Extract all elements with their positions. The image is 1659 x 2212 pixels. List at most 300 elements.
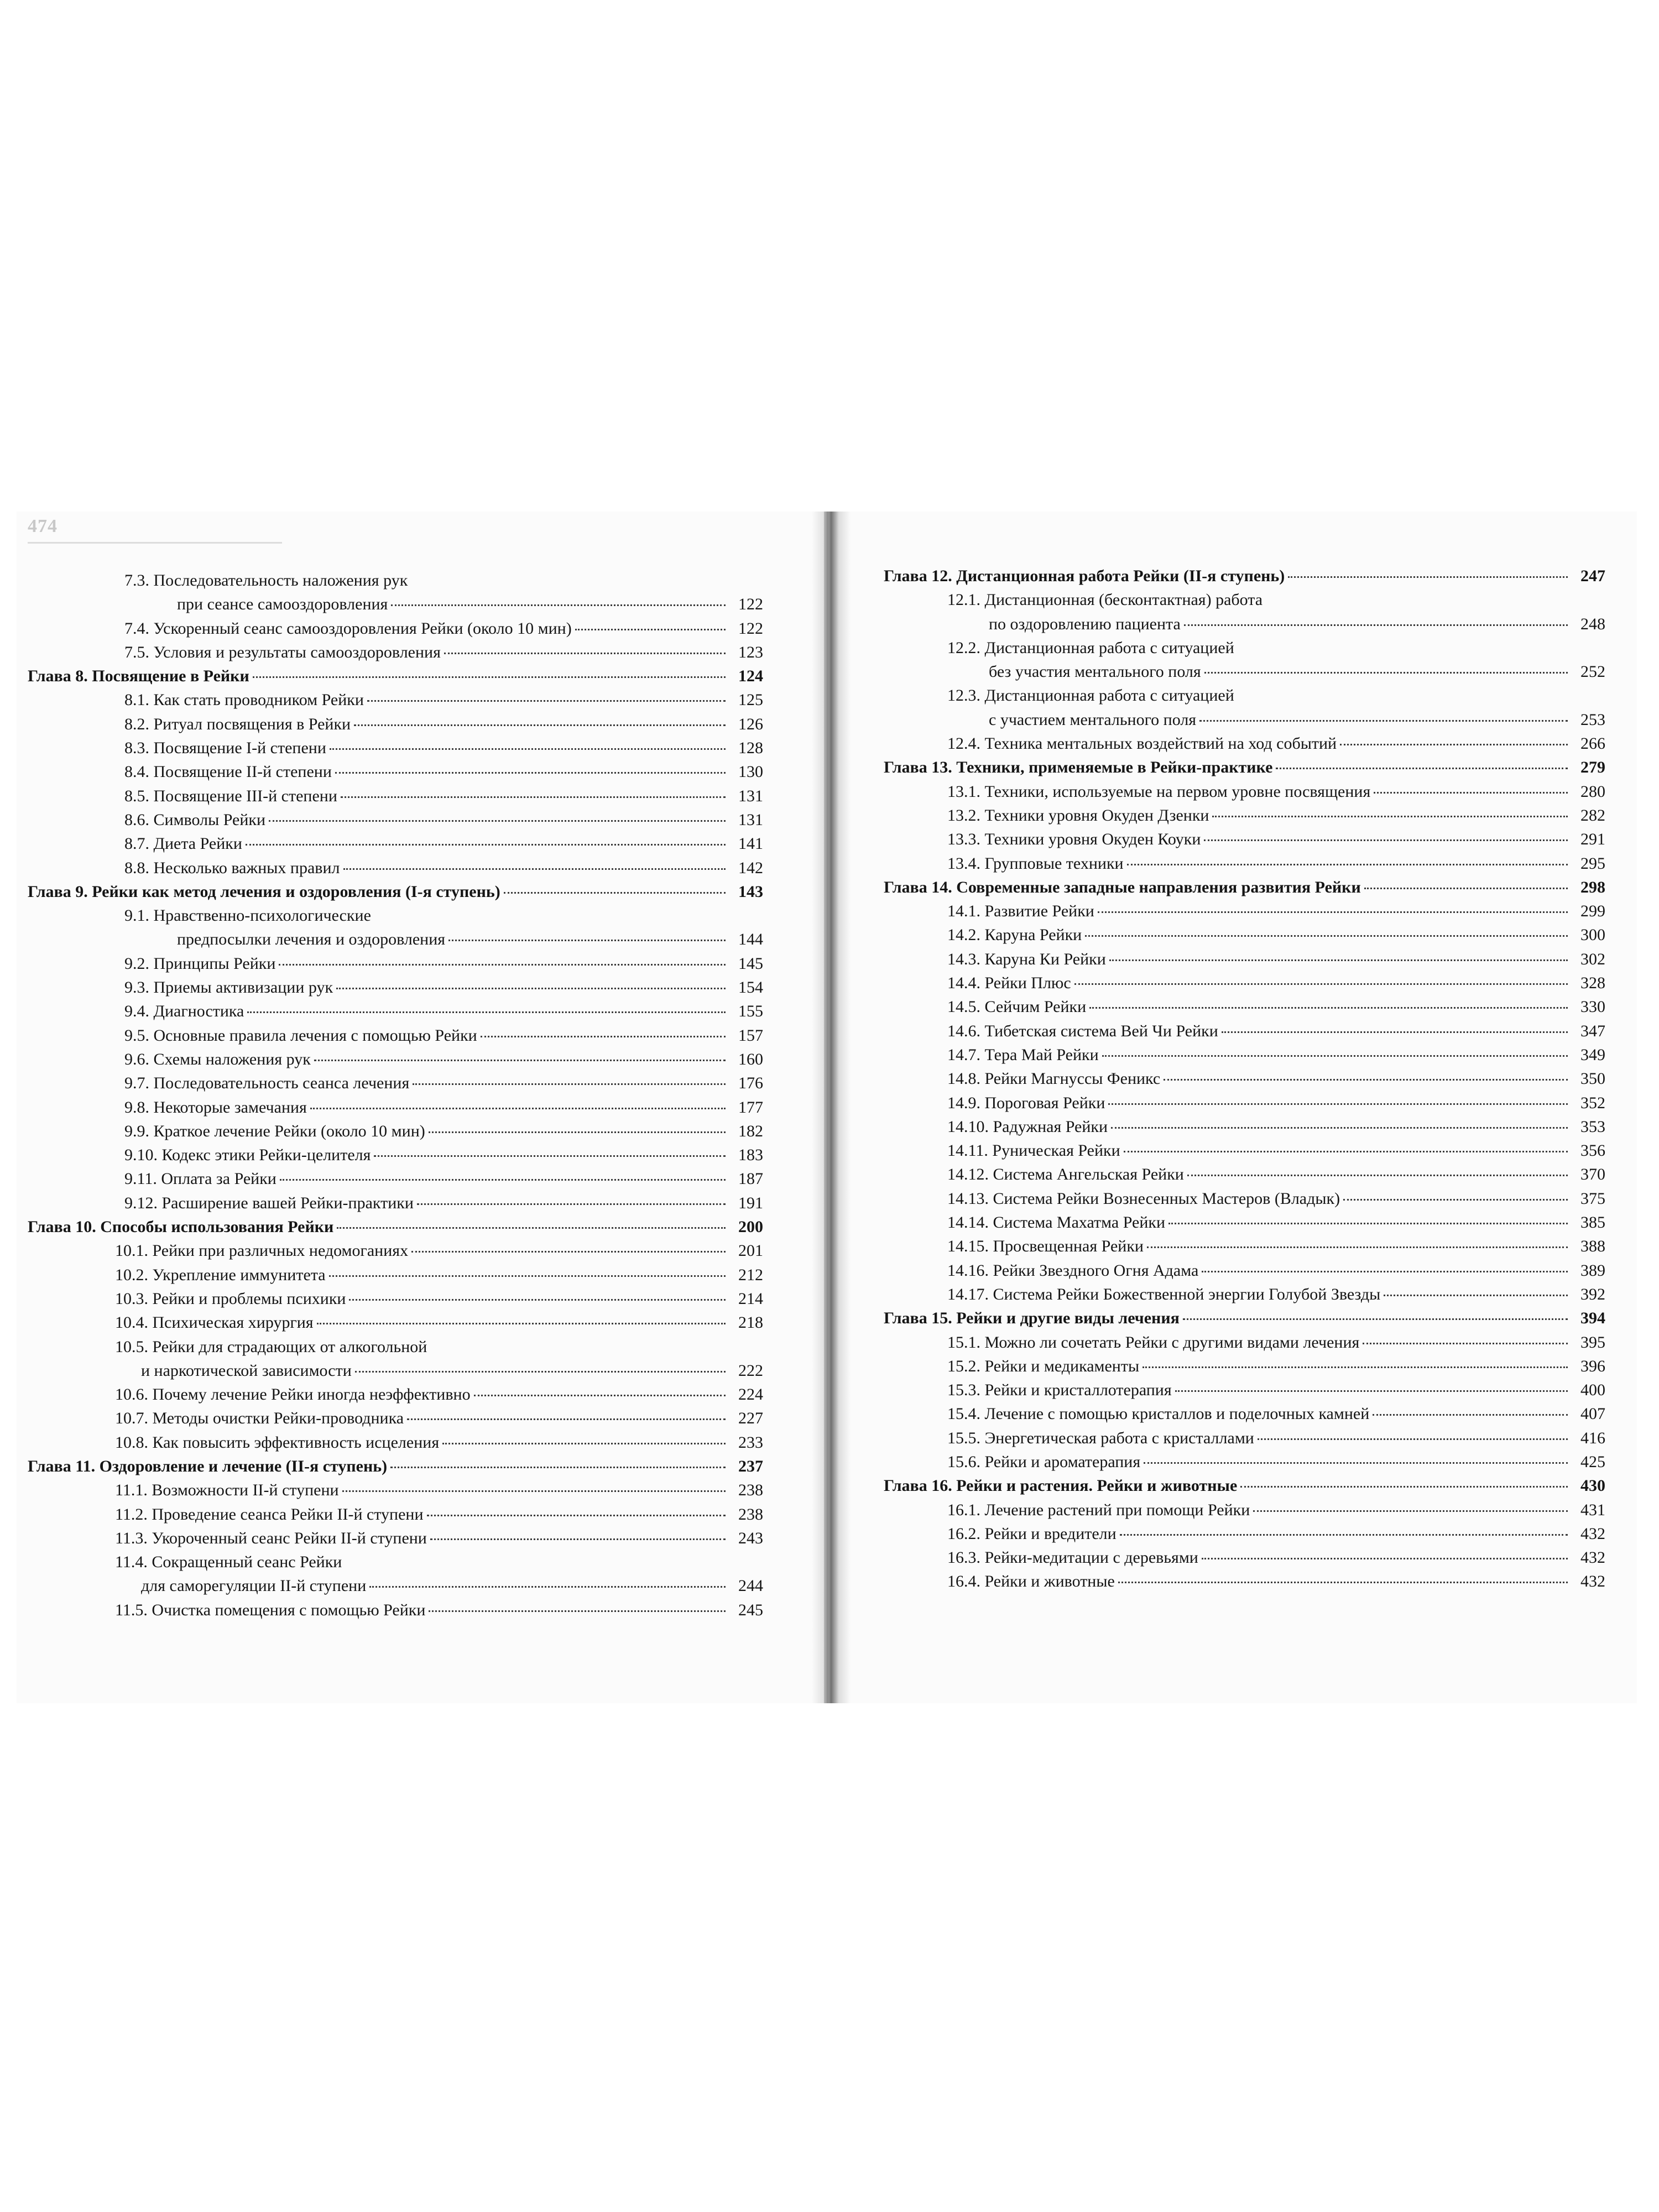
toc-page-number: 252	[1580, 662, 1605, 681]
toc-entry-label: 9.10. Кодекс этики Рейки-целителя	[124, 1146, 371, 1165]
toc-entry-row	[884, 1091, 1605, 1115]
dot-leader	[1183, 1318, 1568, 1320]
dot-leader	[1124, 1151, 1568, 1152]
toc-page-number: 280	[1580, 782, 1605, 801]
toc-entry-label: 9.8. Некоторые замечания	[124, 1098, 307, 1117]
toc-entry-label: Глава 8. Посвящение в Рейки	[28, 667, 249, 686]
toc-entry-row	[884, 852, 1605, 875]
dot-leader	[349, 1299, 726, 1301]
dot-leader	[369, 1586, 726, 1588]
toc-entry-row	[884, 804, 1605, 827]
toc-page-number: 266	[1580, 734, 1605, 753]
dot-leader	[247, 1011, 726, 1013]
toc-entry-row	[884, 1426, 1605, 1450]
dot-leader	[374, 1155, 726, 1157]
toc-chapter-row	[884, 1474, 1605, 1498]
toc-entry-row	[884, 612, 1605, 636]
dot-leader	[1164, 1079, 1568, 1081]
toc-entry-label: 9.3. Приемы активизации рук	[124, 978, 333, 997]
toc-entry-row	[28, 1598, 763, 1622]
toc-entry-row	[28, 1167, 763, 1191]
toc-entry-label: 14.9. Пороговая Рейки	[947, 1093, 1105, 1112]
toc-page-number: 388	[1580, 1237, 1605, 1256]
toc-page-number: 244	[738, 1577, 763, 1595]
toc-entry-label: 10.1. Рейки при различных недомоганиях	[115, 1241, 409, 1260]
toc-page-number: 350	[1580, 1070, 1605, 1088]
toc-page-number: 145	[738, 954, 763, 973]
dot-leader	[474, 1395, 726, 1396]
toc-entry-row	[28, 640, 763, 664]
toc-entry-label: 9.12. Расширение вашей Рейки-практики	[124, 1193, 414, 1212]
toc-entry-row	[884, 1187, 1605, 1211]
dot-leader	[1240, 1486, 1568, 1488]
dot-leader	[342, 1490, 726, 1492]
toc-page-number: 157	[738, 1026, 763, 1045]
toc-entry-row	[884, 995, 1605, 1019]
toc-entry-label: 9.7. Последовательность сеанса лечения	[124, 1074, 410, 1093]
toc-entry-row	[28, 856, 763, 880]
toc-entry-label: 15.4. Лечение с помощью кристаллов и поделочных камней	[947, 1405, 1370, 1423]
toc-entry-row	[884, 1498, 1605, 1522]
toc-page-number: 394	[1580, 1309, 1605, 1328]
dot-leader	[1175, 1390, 1568, 1392]
dot-leader	[1109, 959, 1568, 961]
toc-page-number: 432	[1580, 1548, 1605, 1567]
toc-entry-label: при сеансе самооздоровления	[177, 595, 388, 614]
toc-page-number: 279	[1580, 758, 1605, 777]
dot-leader	[1384, 1295, 1568, 1296]
toc-page-number: 218	[738, 1313, 763, 1332]
toc-chapter-row	[884, 875, 1605, 899]
dot-leader	[1187, 1175, 1568, 1176]
toc-page-number: 416	[1580, 1428, 1605, 1447]
toc-page-number: 432	[1580, 1572, 1605, 1591]
toc-entry-row	[884, 1162, 1605, 1186]
toc-entry-row	[884, 780, 1605, 804]
toc-entry-row	[884, 684, 1605, 707]
toc-entry-label: 8.5. Посвящение III-й степени	[124, 786, 337, 805]
toc-entry-label: 14.16. Рейки Звездного Огня Адама	[947, 1261, 1199, 1280]
toc-entry-row	[884, 1067, 1605, 1091]
toc-entry-row	[884, 899, 1605, 923]
toc-entry-row	[884, 708, 1605, 732]
dot-leader	[1343, 1199, 1568, 1201]
dot-leader	[1089, 1007, 1568, 1009]
toc-entry-row	[28, 568, 763, 592]
dot-leader	[1120, 1534, 1568, 1536]
toc-entry-label: 16.1. Лечение растений при помощи Рейки	[947, 1500, 1250, 1519]
toc-page-number: 385	[1580, 1213, 1605, 1232]
dot-leader	[1111, 1127, 1568, 1129]
toc-entry-label: Глава 15. Рейки и другие виды лечения	[884, 1309, 1180, 1328]
toc-entry-row	[28, 688, 763, 712]
toc-entry-row	[28, 712, 763, 736]
right-page	[828, 512, 1637, 1703]
toc-entry-label: 15.6. Рейки и ароматерапия	[947, 1452, 1141, 1471]
toc-page-number: 233	[738, 1433, 763, 1452]
toc-entry-label: 8.7. Диета Рейки	[124, 834, 242, 853]
dot-leader	[343, 868, 726, 870]
toc-entry-label: 14.7. Тера Май Рейки	[947, 1045, 1099, 1064]
toc-entry-label: 14.3. Каруна Ки Рейки	[947, 950, 1106, 968]
toc-page-number: 238	[738, 1505, 763, 1524]
toc-entry-label: 11.4. Сокращенный сеанс Рейки	[115, 1553, 342, 1572]
toc-entry-row	[884, 660, 1605, 684]
dot-leader	[269, 820, 726, 822]
toc-entry-row	[28, 784, 763, 808]
toc-entry-label: 14.2. Каруна Рейки	[947, 926, 1082, 945]
dot-leader	[430, 1538, 726, 1540]
toc-page-number: 400	[1580, 1381, 1605, 1400]
toc-entry-row	[28, 1095, 763, 1119]
dot-leader	[1202, 1271, 1568, 1272]
toc-page-number: 176	[738, 1074, 763, 1093]
toc-page-number: 141	[738, 834, 763, 853]
toc-entry-label: 11.3. Укороченный сеанс Рейки II-й ступени	[115, 1528, 427, 1547]
toc-page-number: 183	[738, 1146, 763, 1165]
toc-entry-label: 13.1. Техники, используемые на первом уровне посвящения	[947, 782, 1371, 801]
toc-page-number: 122	[738, 619, 763, 638]
dot-leader	[448, 940, 726, 941]
toc-entry-label: 14.5. Сейчим Рейки	[947, 998, 1087, 1016]
header-rule	[28, 542, 282, 544]
toc-entry-label: 11.1. Возможности II-й ступени	[115, 1481, 339, 1500]
toc-entry-label: 10.4. Психическая хирургия	[115, 1313, 314, 1332]
toc-entry-row	[884, 1019, 1605, 1043]
toc-entry-row	[28, 1047, 763, 1071]
toc-entry-row	[28, 1406, 763, 1430]
toc-entry-row	[28, 1526, 763, 1550]
dot-leader	[1374, 792, 1568, 794]
book-gutter	[812, 512, 851, 1703]
dot-leader	[1127, 864, 1568, 865]
toc-entry-row	[28, 999, 763, 1023]
toc-entry-label: 8.4. Посвящение II-й степени	[124, 763, 332, 781]
toc-entry-label: 14.13. Система Рейки Вознесенных Мастеров (Владык)	[947, 1189, 1340, 1208]
toc-entry-row	[28, 1574, 763, 1598]
toc-entry-row	[884, 1043, 1605, 1067]
toc-entry-label: Глава 12. Дистанционная работа Рейки (II-я ступень)	[884, 567, 1285, 585]
toc-chapter-row	[884, 564, 1605, 588]
toc-entry-label: 15.2. Рейки и медикаменты	[947, 1357, 1140, 1375]
dot-leader	[481, 1036, 726, 1037]
toc-entry-label: 9.6. Схемы наложения рук	[124, 1050, 311, 1068]
toc-entry-row	[28, 1550, 763, 1574]
toc-page-number: 201	[738, 1241, 763, 1260]
toc-entry-label: 8.8. Несколько важных правил	[124, 858, 340, 877]
toc-page-number: 395	[1580, 1333, 1605, 1352]
toc-page-number: 131	[738, 810, 763, 829]
toc-page-number: 302	[1580, 950, 1605, 968]
toc-page-number: 128	[738, 739, 763, 758]
toc-page-number: 392	[1580, 1285, 1605, 1303]
page-number: 474	[28, 516, 58, 536]
dot-leader	[317, 1323, 726, 1324]
toc-entry-label: Глава 10. Способы использования Рейки	[28, 1218, 334, 1237]
toc-entry-row	[884, 1115, 1605, 1139]
toc-page-number: 425	[1580, 1452, 1605, 1471]
toc-entry-row	[884, 1331, 1605, 1354]
dot-leader	[1222, 1031, 1568, 1033]
toc-entry-row	[28, 1119, 763, 1143]
dot-leader	[1199, 720, 1568, 722]
toc-entry-label: 14.15. Просвещенная Рейки	[947, 1237, 1144, 1256]
toc-entry-label: 9.9. Краткое лечение Рейки (около 10 мин)	[124, 1121, 425, 1140]
toc-page-number: 154	[738, 978, 763, 997]
toc-page-number: 347	[1580, 1021, 1605, 1040]
dot-leader	[246, 844, 726, 846]
toc-entry-label: 14.4. Рейки Плюс	[947, 974, 1071, 993]
toc-entry-label: 16.3. Рейки-медитации с деревьями	[947, 1548, 1198, 1567]
dot-leader	[1168, 1223, 1568, 1224]
toc-entry-row	[884, 1546, 1605, 1569]
toc-entry-label: 10.2. Укрепление иммунитета	[115, 1265, 326, 1284]
dot-leader	[337, 1227, 726, 1229]
toc-entry-label: 8.1. Как стать проводником Рейки	[124, 691, 364, 709]
toc-entry-row	[28, 808, 763, 832]
toc-page-number: 142	[738, 858, 763, 877]
toc-entry-label: 16.2. Рейки и вредители	[947, 1524, 1117, 1543]
toc-entry-row	[884, 732, 1605, 755]
toc-entry-label: 14.17. Система Рейки Божественной энергии Голубой Звезды	[947, 1285, 1381, 1303]
dot-leader	[1118, 1582, 1568, 1583]
toc-entry-label: для саморегуляции II-й ступени	[141, 1577, 367, 1595]
dot-leader	[407, 1418, 726, 1420]
toc-entry-label: 14.12. Система Ангельская Рейки	[947, 1165, 1184, 1184]
toc-page-number: 243	[738, 1528, 763, 1547]
toc-page-number: 177	[738, 1098, 763, 1117]
dot-leader	[1253, 1510, 1568, 1512]
toc-entry-label: по оздоровлению пациента	[989, 614, 1181, 633]
toc-page-number: 282	[1580, 806, 1605, 825]
toc-list-right	[884, 564, 1605, 1594]
toc-page-number: 356	[1580, 1141, 1605, 1160]
dot-leader	[429, 1610, 726, 1612]
dot-leader	[1276, 768, 1568, 769]
dot-leader	[429, 1131, 726, 1133]
toc-entry-row	[28, 617, 763, 640]
dot-leader	[1108, 1103, 1568, 1105]
dot-leader	[279, 964, 726, 966]
toc-entry-row	[28, 760, 763, 784]
toc-entry-row	[28, 1071, 763, 1095]
toc-page-number: 430	[1580, 1477, 1605, 1495]
toc-page-number: 160	[738, 1050, 763, 1068]
toc-entry-row	[28, 1478, 763, 1502]
toc-entry-row	[28, 1287, 763, 1311]
toc-entry-row	[28, 1359, 763, 1383]
toc-entry-label: 13.4. Групповые техники	[947, 854, 1124, 873]
toc-entry-row	[884, 1282, 1605, 1306]
toc-page-number: 295	[1580, 854, 1605, 873]
toc-page-number: 432	[1580, 1524, 1605, 1543]
toc-entry-label: 12.4. Техника ментальных воздействий на ход событий	[947, 734, 1337, 753]
toc-page-number: 130	[738, 763, 763, 781]
toc-entry-row	[884, 636, 1605, 660]
toc-entry-label: 12.1. Дистанционная (бесконтактная) работа	[947, 591, 1263, 609]
toc-entry-row	[884, 1234, 1605, 1258]
toc-page-number: 291	[1580, 830, 1605, 849]
dot-leader	[253, 676, 726, 678]
dot-leader	[444, 653, 726, 654]
toc-entry-label: 9.5. Основные правила лечения с помощью Рейки	[124, 1026, 477, 1045]
toc-page-number: 328	[1580, 974, 1605, 993]
toc-page-number: 298	[1580, 878, 1605, 896]
toc-entry-label: 15.5. Энергетическая работа с кристаллами	[947, 1428, 1254, 1447]
toc-entry-label: 10.7. Методы очистки Рейки-проводника	[115, 1409, 404, 1428]
dot-leader	[1202, 1558, 1568, 1559]
toc-entry-row	[28, 736, 763, 760]
toc-entry-label: Глава 13. Техники, применяемые в Рейки-практике	[884, 758, 1273, 777]
toc-page-number: 370	[1580, 1165, 1605, 1184]
toc-page-number: 182	[738, 1121, 763, 1140]
toc-entry-label: 15.1. Можно ли сочетать Рейки с другими видами лечения	[947, 1333, 1360, 1352]
dot-leader	[1142, 1366, 1568, 1368]
toc-page-number: 126	[738, 714, 763, 733]
dot-leader	[1098, 911, 1568, 913]
dot-leader	[575, 629, 726, 630]
toc-entry-label: Глава 9. Рейки как метод лечения и оздоровления (I-я ступень)	[28, 882, 500, 901]
dot-leader	[1364, 888, 1568, 889]
toc-page-number: 389	[1580, 1261, 1605, 1280]
toc-entry-label: Глава 11. Оздоровление и лечение (II-я ступень)	[28, 1457, 388, 1475]
toc-chapter-row	[28, 1215, 763, 1239]
toc-entry-label: 14.11. Руническая Рейки	[947, 1141, 1120, 1160]
dot-leader	[355, 1371, 726, 1373]
toc-page-number: 352	[1580, 1093, 1605, 1112]
dot-leader	[1340, 744, 1568, 745]
toc-chapter-row	[28, 664, 763, 688]
toc-entry-row	[884, 947, 1605, 971]
toc-entry-label: 11.5. Очистка помещения с помощью Рейки	[115, 1600, 426, 1619]
toc-chapter-row	[884, 1306, 1605, 1330]
toc-entry-label: 10.6. Почему лечение Рейки иногда неэффективно	[115, 1385, 471, 1404]
toc-entry-row	[884, 1569, 1605, 1593]
toc-entry-label: 7.4. Ускоренный сеанс самооздоровления Рейки (около 10 мин)	[124, 619, 572, 638]
toc-entry-row	[884, 1402, 1605, 1426]
toc-entry-label: 8.3. Посвящение I-й степени	[124, 739, 326, 758]
toc-entry-row	[884, 971, 1605, 995]
toc-page-number: 191	[738, 1193, 763, 1212]
toc-page-number: 144	[738, 930, 763, 949]
toc-entry-row	[28, 975, 763, 999]
toc-entry-row	[884, 1211, 1605, 1234]
toc-list-left	[28, 568, 763, 1622]
toc-entry-row	[884, 1522, 1605, 1546]
dot-leader	[1204, 672, 1568, 674]
toc-page-number: 248	[1580, 614, 1605, 633]
toc-entry-label: 10.8. Как повысить эффективность исцеления	[115, 1433, 440, 1452]
toc-entry-label: 7.5. Условия и результаты самооздоровления	[124, 643, 441, 661]
toc-page-number: 155	[738, 1002, 763, 1021]
toc-entry-label: 14.14. Система Махатма Рейки	[947, 1213, 1166, 1232]
toc-entry-label: 9.11. Оплата за Рейки	[124, 1170, 276, 1188]
toc-entry-label: 15.3. Рейки и кристаллотерапия	[947, 1381, 1172, 1400]
toc-page-number: 123	[738, 643, 763, 661]
toc-page-number: 122	[738, 595, 763, 614]
toc-entry-row	[28, 1503, 763, 1526]
dot-leader	[1074, 983, 1568, 985]
toc-page-number: 253	[1580, 710, 1605, 729]
dot-leader	[341, 796, 726, 798]
toc-entry-label: 14.1. Развитие Рейки	[947, 902, 1094, 921]
dot-leader	[1085, 935, 1568, 937]
dot-leader	[1363, 1343, 1568, 1344]
dot-leader	[335, 772, 726, 774]
toc-page-number: 330	[1580, 998, 1605, 1016]
toc-entry-row	[884, 1450, 1605, 1474]
toc-page-number: 124	[738, 667, 763, 686]
toc-entry-row	[28, 1335, 763, 1359]
dot-leader	[427, 1515, 726, 1516]
toc-page-number: 299	[1580, 902, 1605, 921]
toc-entry-row	[884, 1139, 1605, 1162]
toc-page-number: 212	[738, 1265, 763, 1284]
toc-page-number: 125	[738, 691, 763, 709]
toc-entry-label: Глава 16. Рейки и растения. Рейки и животные	[884, 1477, 1238, 1495]
toc-entry-label: Глава 14. Современные западные направления развития Рейки	[884, 878, 1361, 896]
toc-entry-label: 14.10. Радужная Рейки	[947, 1117, 1108, 1136]
dot-leader	[1212, 816, 1568, 817]
toc-entry-row	[884, 1378, 1605, 1402]
toc-entry-row	[28, 952, 763, 975]
toc-entry-row	[28, 1143, 763, 1167]
toc-entry-label: 7.3. Последовательность наложения рук	[124, 571, 408, 589]
dot-leader	[1258, 1438, 1568, 1440]
left-page	[17, 512, 824, 1703]
toc-entry-label: 12.2. Дистанционная работа с ситуацией	[947, 638, 1234, 657]
dot-leader	[336, 988, 726, 989]
dot-leader	[1373, 1414, 1568, 1416]
toc-page-number: 349	[1580, 1045, 1605, 1064]
toc-entry-label: 9.2. Принципы Рейки	[124, 954, 276, 973]
toc-entry-row	[28, 1024, 763, 1047]
dot-leader	[1184, 624, 1568, 626]
toc-entry-label: 8.2. Ритуал посвящения в Рейки	[124, 714, 351, 733]
toc-entry-row	[28, 592, 763, 616]
toc-page-number: 214	[738, 1289, 763, 1308]
toc-page-number: 238	[738, 1481, 763, 1500]
dot-leader	[442, 1443, 726, 1444]
toc-entry-row	[28, 832, 763, 855]
dot-leader	[310, 1108, 726, 1109]
toc-page-number: 227	[738, 1409, 763, 1428]
toc-page-number: 396	[1580, 1357, 1605, 1375]
toc-page-number: 222	[738, 1361, 763, 1380]
toc-entry-label: с участием ментального поля	[989, 710, 1197, 729]
toc-page-number: 300	[1580, 926, 1605, 945]
toc-entry-row	[28, 1431, 763, 1454]
toc-page-number: 143	[738, 882, 763, 901]
toc-entry-label: 10.5. Рейки для страдающих от алкогольной	[115, 1337, 427, 1356]
dot-leader	[411, 1251, 726, 1253]
book-spread	[17, 512, 1637, 1703]
toc-entry-row	[884, 1259, 1605, 1282]
toc-entry-label: 9.4. Диагностика	[124, 1002, 244, 1021]
toc-entry-row	[884, 923, 1605, 947]
toc-entry-row	[28, 1311, 763, 1334]
toc-entry-label: 14.6. Тибетская система Вей Чи Рейки	[947, 1021, 1218, 1040]
toc-entry-row	[28, 1191, 763, 1215]
toc-entry-label: 10.3. Рейки и проблемы психики	[115, 1289, 346, 1308]
toc-entry-label: без участия ментального поля	[989, 662, 1201, 681]
dot-leader	[329, 1275, 726, 1277]
toc-page-number: 407	[1580, 1405, 1605, 1423]
dot-leader	[354, 724, 726, 726]
toc-entry-row	[28, 904, 763, 927]
toc-page-number: 131	[738, 786, 763, 805]
toc-page-number: 247	[1580, 567, 1605, 585]
